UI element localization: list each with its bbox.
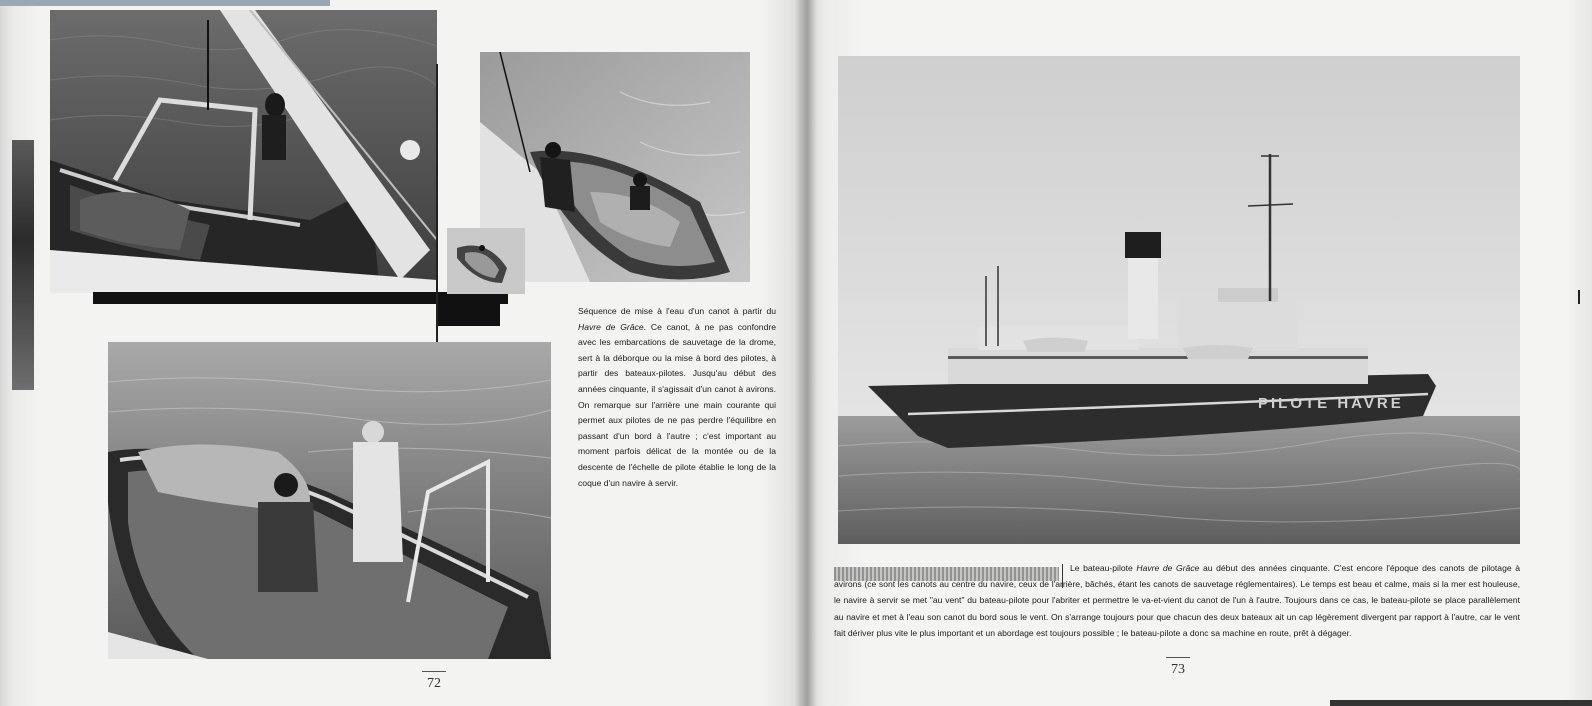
caption-text: Séquence de mise à l'eau d'un canot à partir du bbox=[578, 306, 776, 316]
page-number: 73 bbox=[1171, 662, 1185, 677]
page-number: 72 bbox=[427, 676, 441, 691]
photo-pilots-in-canoe bbox=[108, 342, 551, 659]
caption-text: Le bateau-pilote bbox=[1070, 563, 1137, 573]
photo-boat-lowering-davit bbox=[50, 10, 437, 293]
caption-ship-name: Havre de Grâce bbox=[1136, 563, 1200, 573]
caption-text: au début des années cinquante. C'est encore l'époque des canots de pilotage à avirons (ce sont les canots au centre du navire, ceux de l'arrière, bâchés, étant les canots de sauvetage réglementaires). Le temps est beau et calme, mais si la mer est houleuse, le navire à servir se met "au vent" du bateau-pilote pour l'abriter et permettre le va-et-vient du canot de l'un à l'autre. Toujours dans ce cas, le bateau-pilote se place parallèlement au navire et met à l'eau son canot du bord sous le vent. On s'arrange toujours pour que chacun des deux bateaux ait un cap légèrement divergent par rapport à l'autre, car le vent fait dériver plus vite le plus important et un abordage est toujours possible ; le bateau-pilote a donc sa machine en route, prêt à dégager. bbox=[834, 563, 1520, 638]
folio-rule bbox=[422, 671, 446, 672]
caption-pilot-boat bbox=[834, 560, 1520, 641]
caption-launch-sequence bbox=[578, 304, 776, 491]
photo-pilot-boat-havre-de-grace bbox=[838, 56, 1520, 544]
top-color-rule bbox=[0, 0, 330, 6]
folio-rule bbox=[1166, 657, 1190, 658]
edge-mark bbox=[1578, 290, 1580, 304]
caption-text: . Ce canot, à ne pas confondre avec les embarcations de sauvetage de la drome, sert à la déborque ou la mise à bord des pilotes, à partir des bateaux-pilotes. Jusqu'au début des années cinquante, il s'agissait d'un canot à avirons. On remarque sur l'arrière une main courante qui permet aux pilotes de ne pas perdre l'équilibre en passant d'un bord à l'autre ; c'est important au moment parfois délicat de la montée ou de la descente de l'échelle de pilote établie le long de la coque d'un navire à servir. bbox=[578, 321, 776, 488]
page-edge-strip bbox=[1330, 700, 1592, 706]
hull-lettering: PILOTE HAVRE bbox=[1258, 395, 1404, 412]
page-edge-strip bbox=[12, 140, 34, 390]
photo-inset-small-boat bbox=[447, 228, 525, 294]
graphic-black-block bbox=[438, 300, 500, 326]
caption-ship-name: Havre de Grâce bbox=[578, 321, 644, 332]
